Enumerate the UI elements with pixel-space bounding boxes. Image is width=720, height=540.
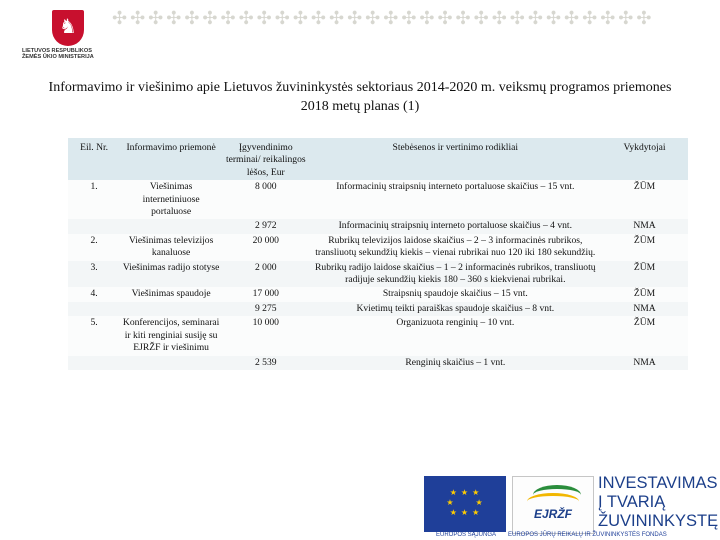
row-executor: NMA	[601, 356, 688, 370]
table-row	[68, 356, 688, 370]
table-row	[68, 316, 688, 355]
slogan	[598, 474, 720, 531]
row-indicator: Rubrikų radijo laidose skaičius – 1 – 2 informacinės rubrikos, transliuotų radijuje sekundžių kiekis 180 – 360 s kiekvienai rubrikai.	[310, 261, 602, 288]
header-cell-number: Eil. Nr.	[68, 138, 120, 180]
table-row	[68, 302, 688, 316]
row-indicator: Organizuota renginių – 10 vnt.	[310, 316, 602, 355]
fund-abbreviation: EJRŽF	[533, 507, 572, 521]
plan-table	[68, 138, 688, 370]
row-funds: 20 000	[222, 234, 309, 261]
row-indicator: Informacinių straipsnių interneto portaluose skaičius – 4 vnt.	[310, 219, 602, 233]
row-executor: ŽŪM	[601, 261, 688, 288]
row-measure	[120, 302, 222, 316]
page-header	[0, 0, 720, 72]
ministry-name	[22, 48, 122, 60]
header-cell-executors: Vykdytojai	[601, 138, 688, 180]
row-number: 4.	[68, 287, 120, 301]
row-measure	[120, 219, 222, 233]
row-executor: ŽŪM	[601, 180, 688, 219]
row-number	[68, 356, 120, 370]
row-number: 5.	[68, 316, 120, 355]
page-footer	[0, 470, 720, 540]
slogan-line-3: ŽUVININKYSTĘ	[598, 512, 719, 530]
folk-ornament-border-icon: ✣✣✣✣✣✣✣✣✣✣✣✣✣✣✣✣✣✣✣✣✣✣✣✣✣✣✣✣✣✣	[112, 8, 655, 28]
page-title: Informavimo ir viešinimo apie Lietuvos žuvininkystės sektoriaus 2014-2020 m. veiksmų programos priemones 2018 metų planas (1)	[48, 80, 672, 114]
fund-logo	[512, 476, 594, 534]
row-funds: 2 000	[222, 261, 309, 288]
slogan-line-1: INVESTAVIMAS	[598, 474, 718, 492]
row-number	[68, 302, 120, 316]
row-measure: Viešinimas internetiniuose portaluose	[120, 180, 222, 219]
row-number: 3.	[68, 261, 120, 288]
ministry-name-line-1: LIETUVOS RESPUBLIKOS	[22, 48, 92, 54]
row-indicator: Kvietimų teikti paraiškas spaudoje skaičius – 8 vnt.	[310, 302, 602, 316]
table-row	[68, 287, 688, 301]
row-funds: 10 000	[222, 316, 309, 355]
ministry-name-line-2: ŽEMĖS ŪKIO MINISTERIJA	[22, 54, 94, 61]
row-funds: 17 000	[222, 287, 309, 301]
fund-label: EUROPOS JŪRŲ REIKALŲ IR ŽUVININKYSTĖS FONDAS	[508, 532, 667, 538]
row-indicator: Renginių skaičius – 1 vnt.	[310, 356, 602, 370]
table-row	[68, 261, 688, 288]
row-measure: Viešinimas spaudoje	[120, 287, 222, 301]
header-cell-terms-funds: Įgyvendinimo terminai/ reikalingos lėšos, Eur	[222, 138, 309, 180]
row-number: 1.	[68, 180, 120, 219]
table-header-row	[68, 138, 688, 180]
row-measure: Konferencijos, seminarai ir kiti renginiai susiję su EJRŽF ir viešinimu	[120, 316, 222, 355]
table-row	[68, 219, 688, 233]
row-executor: ŽŪM	[601, 287, 688, 301]
vytis-crest-icon: ♞	[52, 10, 84, 46]
row-funds: 8 000	[222, 180, 309, 219]
row-funds: 2 972	[222, 219, 309, 233]
header-cell-indicators: Stebėsenos ir vertinimo rodikliai	[310, 138, 602, 180]
row-indicator: Informacinių straipsnių interneto portaluose skaičius – 15 vnt.	[310, 180, 602, 219]
table-row	[68, 180, 688, 219]
row-executor: NMA	[601, 219, 688, 233]
eu-label: EUROPOS SĄJUNGA	[435, 532, 496, 538]
row-funds: 9 275	[222, 302, 309, 316]
header-cell-measure: Informavimo priemonė	[120, 138, 222, 180]
row-funds: 2 539	[222, 356, 309, 370]
row-executor: NMA	[601, 302, 688, 316]
row-indicator: Straipsnių spaudoje skaičius – 15 vnt.	[310, 287, 602, 301]
table-row	[68, 234, 688, 261]
row-executor: ŽŪM	[601, 316, 688, 355]
row-executor: ŽŪM	[601, 234, 688, 261]
ministry-logo	[22, 8, 122, 68]
row-measure	[120, 356, 222, 370]
row-measure: Viešinimas televizijos kanaluose	[120, 234, 222, 261]
eu-flag-icon: ★ ★ ★ ★ ★ ★ ★ ★	[424, 476, 506, 532]
row-indicator: Rubrikų televizijos laidose skaičius – 2 – 3 informacinės rubrikos, transliuotų sekundžių kiekis – vienai rubrikai nuo 120 iki 180 sekundžių.	[310, 234, 602, 261]
row-number	[68, 219, 120, 233]
row-number: 2.	[68, 234, 120, 261]
slogan-line-2: Į TVARIĄ	[598, 493, 666, 511]
row-measure: Viešinimas radijo stotyse	[120, 261, 222, 288]
